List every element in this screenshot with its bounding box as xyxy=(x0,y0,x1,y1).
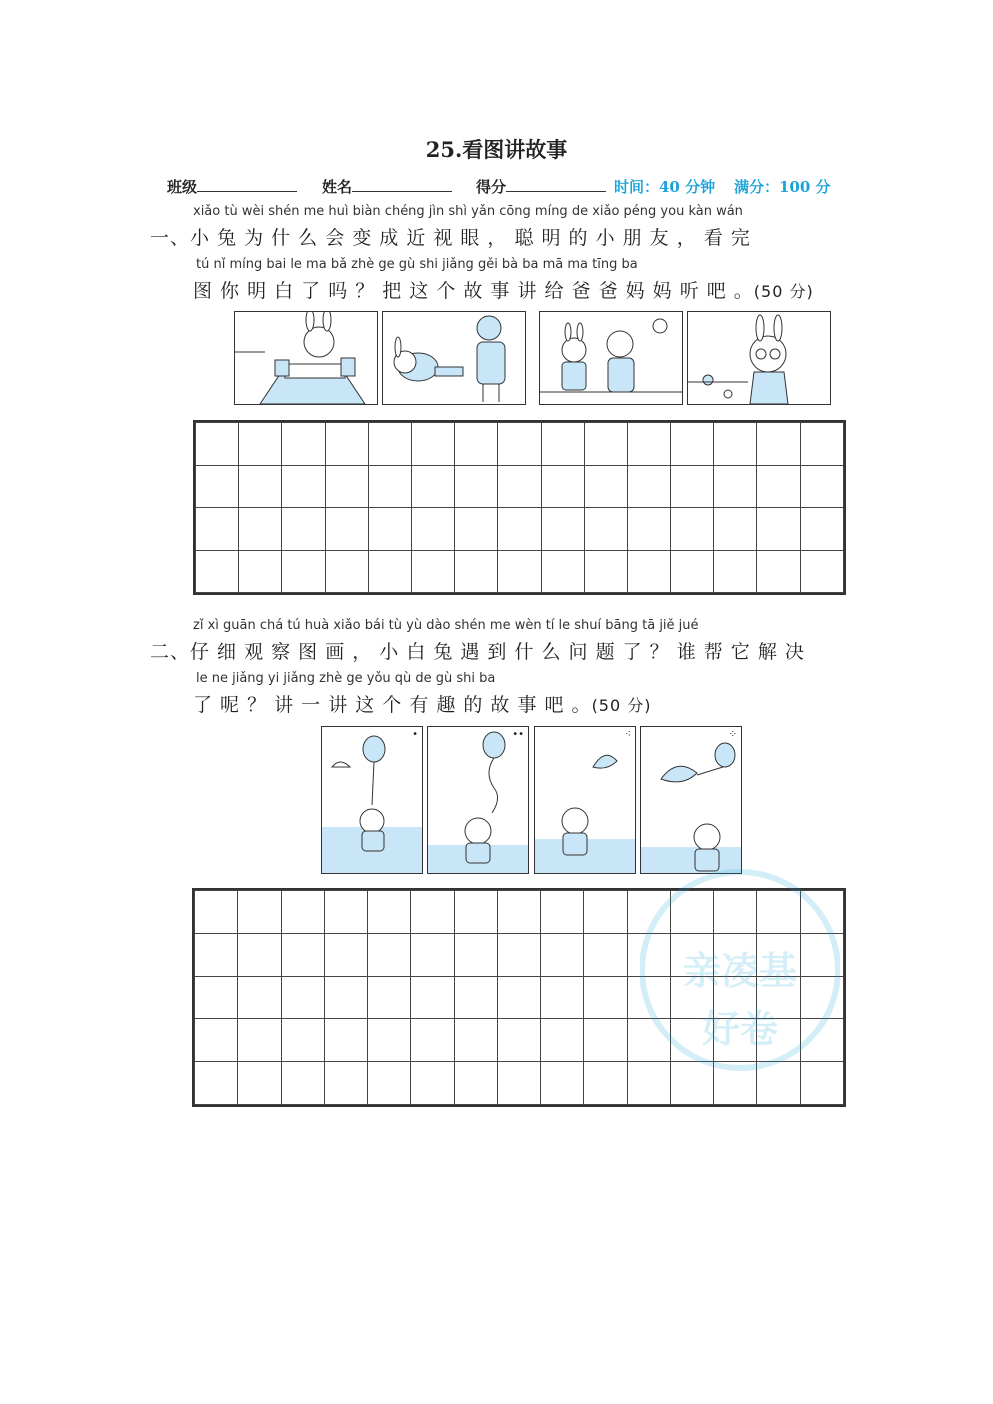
grid-cell[interactable] xyxy=(325,550,368,593)
panel-number-dots-3: ⁖ xyxy=(625,729,631,740)
grid-cell[interactable] xyxy=(282,508,325,551)
q1-pinyin-line1: xiǎo tù wèi shén me huì biàn chéng jìn shì yǎn cōng míng de xiǎo péng you kàn wán xyxy=(193,204,743,219)
balloon-flying-away-image xyxy=(428,727,528,873)
grid-cell[interactable] xyxy=(498,423,541,466)
grid-cell[interactable] xyxy=(800,423,843,466)
grid-cell[interactable] xyxy=(455,423,498,466)
q1-text-line2 xyxy=(193,276,814,303)
grid-cell[interactable] xyxy=(239,465,282,508)
grid-cell[interactable] xyxy=(757,465,800,508)
grid-cell[interactable] xyxy=(238,976,281,1019)
grid-cell[interactable] xyxy=(324,891,367,934)
grid-cell[interactable] xyxy=(800,1019,843,1062)
q2-pinyin-line2: le ne jiǎng yi jiǎng zhè ge yǒu qù de gù shi ba xyxy=(196,671,496,686)
grid-cell[interactable] xyxy=(195,891,238,934)
panel-number-dots-1: • xyxy=(412,729,418,740)
grid-cell[interactable] xyxy=(238,933,281,976)
grid-cell[interactable] xyxy=(714,508,757,551)
q2-picture-1 xyxy=(321,726,423,874)
grid-cell[interactable] xyxy=(670,1062,713,1105)
q2-writing-grid[interactable] xyxy=(192,888,846,1107)
grid-cell[interactable] xyxy=(196,465,239,508)
grid-cell[interactable] xyxy=(714,891,757,934)
grid-cell[interactable] xyxy=(368,508,411,551)
grid-cell[interactable] xyxy=(714,1019,757,1062)
class-field xyxy=(167,176,297,197)
grid-cell[interactable] xyxy=(324,976,367,1019)
q2-score: (50 分) xyxy=(591,696,652,715)
grid-cell[interactable] xyxy=(196,550,239,593)
grid-cell[interactable] xyxy=(800,976,843,1019)
grid-cell[interactable] xyxy=(454,976,497,1019)
grid-cell[interactable] xyxy=(627,423,670,466)
grid-cell[interactable] xyxy=(584,423,627,466)
grid-cell[interactable] xyxy=(368,891,411,934)
q2-picture-3 xyxy=(534,726,636,874)
grid-cell[interactable] xyxy=(368,976,411,1019)
grid-cell[interactable] xyxy=(497,976,540,1019)
grid-cell[interactable] xyxy=(281,976,324,1019)
bunny-and-friend-image xyxy=(540,312,682,404)
grid-cell[interactable] xyxy=(196,423,239,466)
grid-cell[interactable] xyxy=(541,1019,584,1062)
grid-cell[interactable] xyxy=(411,550,454,593)
grid-cell[interactable] xyxy=(541,891,584,934)
grid-cell[interactable] xyxy=(671,508,714,551)
q2-picture-2 xyxy=(427,726,529,874)
full-score: 满分：100 分 xyxy=(734,178,831,196)
grid-cell[interactable] xyxy=(411,465,454,508)
q1-picture-4 xyxy=(687,311,831,405)
q2-text-line2 xyxy=(193,690,652,717)
grid-cell[interactable] xyxy=(454,891,497,934)
grid-cell[interactable] xyxy=(800,1062,843,1105)
grid-cell[interactable] xyxy=(584,976,627,1019)
grid-cell[interactable] xyxy=(714,976,757,1019)
grid-cell[interactable] xyxy=(411,508,454,551)
grid-cell[interactable] xyxy=(411,1019,454,1062)
q2-picture-4 xyxy=(640,726,742,874)
q1-grid-table xyxy=(195,422,844,593)
grid-cell[interactable] xyxy=(195,1062,238,1105)
grid-cell[interactable] xyxy=(281,1019,324,1062)
grid-cell[interactable] xyxy=(282,465,325,508)
grid-cell[interactable] xyxy=(239,423,282,466)
grid-cell[interactable] xyxy=(541,976,584,1019)
name-field xyxy=(322,176,452,197)
grid-cell[interactable] xyxy=(757,508,800,551)
grid-cell[interactable] xyxy=(541,423,584,466)
score-blank[interactable] xyxy=(506,177,606,192)
grid-cell[interactable] xyxy=(714,423,757,466)
grid-cell[interactable] xyxy=(541,1062,584,1105)
grid-cell[interactable] xyxy=(497,1062,540,1105)
bunny-holding-balloon-image xyxy=(322,727,422,873)
watermark-char-1: 亲 xyxy=(682,949,721,993)
grid-cell[interactable] xyxy=(671,550,714,593)
q2-pinyin-line1: zǐ xì guān chá tú huà xiǎo bái tù yù dào shén me wèn tí le shuí bāng tā jiě jué xyxy=(193,618,699,633)
grid-cell[interactable] xyxy=(411,423,454,466)
grid-cell[interactable] xyxy=(627,1062,670,1105)
grid-cell[interactable] xyxy=(714,933,757,976)
grid-cell[interactable] xyxy=(368,933,411,976)
grid-cell[interactable] xyxy=(411,891,454,934)
grid-cell[interactable] xyxy=(195,933,238,976)
grid-cell[interactable] xyxy=(196,508,239,551)
q2-text-line1: 二、仔 细 观 察 图 画 ， 小 白 兔 遇 到 什 么 问 题 了 ？ 谁 帮 它 解 决 xyxy=(150,641,805,663)
q1-picture-2 xyxy=(382,311,526,405)
grid-cell[interactable] xyxy=(498,550,541,593)
grid-cell[interactable] xyxy=(238,1062,281,1105)
bird-returns-balloon-image xyxy=(641,727,741,873)
grid-cell[interactable] xyxy=(541,465,584,508)
bunny-reading-image xyxy=(235,312,377,404)
grid-cell[interactable] xyxy=(584,891,627,934)
watermark-char-4: 好 xyxy=(701,1007,740,1051)
grid-cell[interactable] xyxy=(670,976,713,1019)
grid-cell[interactable] xyxy=(368,1019,411,1062)
grid-cell[interactable] xyxy=(541,933,584,976)
grid-cell[interactable] xyxy=(584,1019,627,1062)
grid-cell[interactable] xyxy=(195,976,238,1019)
grid-cell[interactable] xyxy=(584,508,627,551)
grid-cell[interactable] xyxy=(584,465,627,508)
q1-picture-3 xyxy=(539,311,683,405)
q2-grid-table xyxy=(194,890,844,1105)
grid-cell[interactable] xyxy=(627,891,670,934)
q2-text-line2-body: 了 呢 ？ 讲 一 讲 这 个 有 趣 的 故 事 吧 。 xyxy=(193,694,592,716)
name-blank[interactable] xyxy=(352,177,452,192)
grid-cell[interactable] xyxy=(757,891,800,934)
class-label: 班级 xyxy=(167,178,198,196)
grid-cell[interactable] xyxy=(325,423,368,466)
q1-score: (50 分) xyxy=(753,282,814,301)
panel-number-dots-4: ⁘ xyxy=(728,729,737,740)
grid-cell[interactable] xyxy=(324,1019,367,1062)
q1-writing-grid[interactable] xyxy=(193,420,846,595)
grid-cell[interactable] xyxy=(455,465,498,508)
grid-cell[interactable] xyxy=(281,933,324,976)
grid-cell[interactable] xyxy=(411,976,454,1019)
grid-cell[interactable] xyxy=(627,465,670,508)
grid-cell[interactable] xyxy=(454,1019,497,1062)
grid-cell[interactable] xyxy=(627,976,670,1019)
class-blank[interactable] xyxy=(197,177,297,192)
q1-pinyin-line2: tú nǐ míng bai le ma bǎ zhè ge gù shi jiǎng gěi bà ba mā ma tīng ba xyxy=(196,257,638,272)
grid-cell[interactable] xyxy=(282,423,325,466)
grid-cell[interactable] xyxy=(454,933,497,976)
grid-cell[interactable] xyxy=(800,933,843,976)
grid-cell[interactable] xyxy=(757,933,800,976)
grid-cell[interactable] xyxy=(757,550,800,593)
grid-cell[interactable] xyxy=(497,933,540,976)
watermark-char-3: 基 xyxy=(759,949,798,993)
grid-cell[interactable] xyxy=(584,550,627,593)
q1-text-line2-body: 图 你 明 白 了 吗 ？ 把 这 个 故 事 讲 给 爸 爸 妈 妈 听 吧 。 xyxy=(193,280,754,302)
grid-cell[interactable] xyxy=(281,1062,324,1105)
grid-cell[interactable] xyxy=(670,933,713,976)
grid-cell[interactable] xyxy=(670,1019,713,1062)
grid-cell[interactable] xyxy=(714,550,757,593)
time-limit: 时间：40 分钟 xyxy=(614,178,716,196)
grid-cell[interactable] xyxy=(714,465,757,508)
grid-cell[interactable] xyxy=(671,465,714,508)
grid-cell[interactable] xyxy=(757,976,800,1019)
grid-cell[interactable] xyxy=(757,1019,800,1062)
grid-cell[interactable] xyxy=(671,423,714,466)
grid-cell[interactable] xyxy=(195,1019,238,1062)
grid-cell[interactable] xyxy=(238,1019,281,1062)
grid-cell[interactable] xyxy=(627,550,670,593)
q1-text-line1: 一、小 兔 为 什 么 会 变 成 近 视 眼 ， 聪 明 的 小 朋 友 ， 看 完 xyxy=(150,227,751,249)
grid-cell[interactable] xyxy=(627,508,670,551)
grid-cell[interactable] xyxy=(281,891,324,934)
grid-cell[interactable] xyxy=(325,508,368,551)
grid-cell[interactable] xyxy=(584,933,627,976)
watermark-char-2: 凌 xyxy=(720,949,759,993)
grid-cell[interactable] xyxy=(411,933,454,976)
grid-cell[interactable] xyxy=(714,1062,757,1105)
q1-picture-1 xyxy=(234,311,378,405)
grid-cell[interactable] xyxy=(757,1062,800,1105)
grid-cell[interactable] xyxy=(238,891,281,934)
grid-cell[interactable] xyxy=(541,550,584,593)
grid-cell[interactable] xyxy=(239,550,282,593)
grid-cell[interactable] xyxy=(498,465,541,508)
grid-cell[interactable] xyxy=(498,508,541,551)
grid-cell[interactable] xyxy=(239,508,282,551)
grid-cell[interactable] xyxy=(368,423,411,466)
bunny-fallen-image xyxy=(383,312,525,404)
grid-cell[interactable] xyxy=(455,550,498,593)
grid-cell[interactable] xyxy=(454,1062,497,1105)
grid-cell[interactable] xyxy=(368,550,411,593)
grid-cell[interactable] xyxy=(627,1019,670,1062)
grid-cell[interactable] xyxy=(282,550,325,593)
page-title: 25.看图讲故事 xyxy=(425,137,568,162)
grid-cell[interactable] xyxy=(627,933,670,976)
bunny-with-glasses-image xyxy=(688,312,830,404)
score-field xyxy=(476,176,606,197)
grid-cell[interactable] xyxy=(800,891,843,934)
grid-cell[interactable] xyxy=(325,465,368,508)
grid-cell[interactable] xyxy=(368,1062,411,1105)
grid-cell[interactable] xyxy=(800,465,843,508)
grid-cell[interactable] xyxy=(368,465,411,508)
panel-number-dots-2: •• xyxy=(512,729,524,740)
grid-cell[interactable] xyxy=(324,933,367,976)
name-label: 姓名 xyxy=(322,178,353,196)
grid-cell[interactable] xyxy=(324,1062,367,1105)
grid-cell[interactable] xyxy=(497,891,540,934)
watermark-char-5: 卷 xyxy=(740,1007,779,1051)
grid-cell[interactable] xyxy=(411,1062,454,1105)
grid-cell[interactable] xyxy=(757,423,800,466)
grid-cell[interactable] xyxy=(497,1019,540,1062)
grid-cell[interactable] xyxy=(800,508,843,551)
grid-cell[interactable] xyxy=(455,508,498,551)
bird-arrives-image xyxy=(535,727,635,873)
grid-cell[interactable] xyxy=(584,1062,627,1105)
grid-cell[interactable] xyxy=(541,508,584,551)
grid-cell[interactable] xyxy=(800,550,843,593)
score-label: 得分 xyxy=(476,178,507,196)
grid-cell[interactable] xyxy=(670,891,713,934)
